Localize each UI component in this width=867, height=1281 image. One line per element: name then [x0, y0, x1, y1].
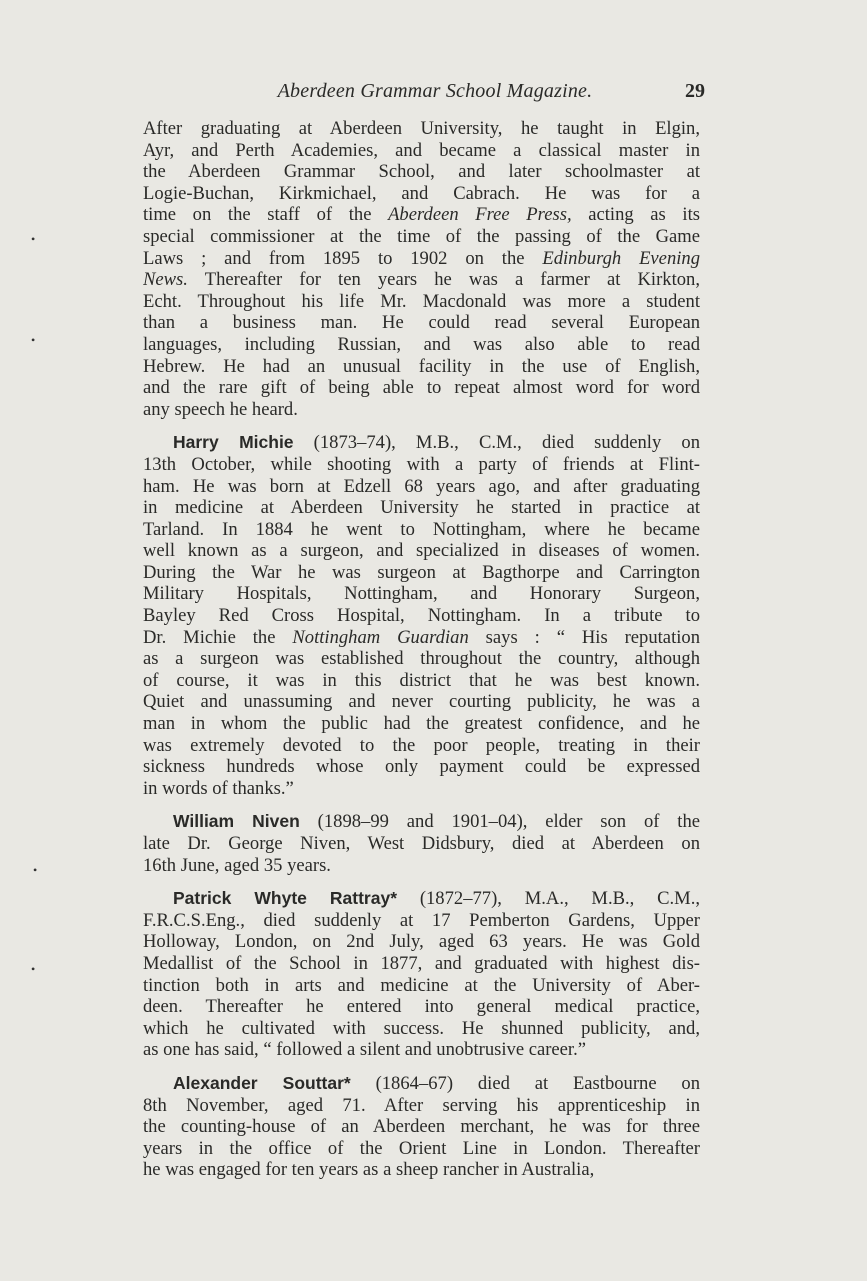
text-run: of course, it was in this district that he was best known. — [143, 669, 700, 691]
text-run: 13th October, while shooting with a party of friends at Flint- — [143, 453, 700, 475]
text-line — [143, 226, 700, 248]
text-run: 16th June, aged 35 years. — [143, 854, 331, 876]
text-run: the Aberdeen Grammar School, and later schoolmaster at — [143, 161, 700, 183]
text-run: well known as a surgeon, and specialized in diseases of women. — [143, 540, 700, 562]
text-run: tinction both in arts and medicine at the University of Aber- — [143, 974, 700, 996]
text-run: (1872–77), M.A., M.B., C.M., — [397, 888, 700, 910]
margin-mark: • — [31, 333, 36, 347]
text-run: Hebrew. He had an unusual facility in the use of English, — [143, 355, 700, 377]
text-run: deen. Thereafter he entered into general medical practice, — [143, 996, 700, 1018]
text-run: (1873–74), M.B., C.M., died suddenly on — [293, 432, 700, 454]
text-run: Logie-Buchan, Kirkmichael, and Cabrach. He was for a — [143, 182, 700, 204]
text-line — [143, 1116, 700, 1138]
text-line — [143, 312, 700, 334]
obituary-alexander-souttar — [143, 1073, 700, 1181]
running-title: Aberdeen Grammar School Magazine. — [277, 80, 593, 102]
text-run: Echt. Throughout his life Mr. Macdonald was more a student — [143, 290, 700, 312]
text-line — [143, 399, 700, 421]
text-run: (1864–67) died at Eastbourne on — [350, 1072, 700, 1094]
obituary-william-niven — [143, 811, 700, 876]
text-line — [143, 975, 700, 997]
margin-mark: • — [31, 962, 36, 976]
text-line — [143, 356, 700, 378]
text-line — [143, 855, 700, 877]
page-header — [145, 80, 705, 104]
text-run: ham. He was born at Edzell 68 years ago, and after graduating — [143, 475, 700, 497]
text-run: as a surgeon was established throughout the country, although — [143, 648, 700, 670]
obituary-macdonald-continued — [143, 118, 700, 420]
person-name: Alexander Souttar* — [173, 1072, 351, 1093]
text-run: After graduating at Aberdeen University, he taught in Elgin, — [143, 118, 700, 139]
text-line — [143, 1039, 700, 1061]
text-line — [143, 1159, 700, 1181]
text-line — [143, 996, 700, 1018]
text-line — [143, 562, 700, 584]
text-line — [143, 291, 700, 313]
text-line — [143, 648, 700, 670]
text-line — [143, 334, 700, 356]
text-run: time on the staff of the — [143, 204, 389, 226]
text-line — [143, 1095, 700, 1117]
text-line — [143, 953, 700, 975]
text-line — [143, 118, 700, 140]
text-run: 8th November, aged 71. After serving his apprenticeship in — [143, 1094, 700, 1116]
text-line — [143, 497, 700, 519]
text-run: which he cultivated with success. He shunned publicity, and, — [143, 1017, 700, 1039]
text-run: in medicine at Aberdeen University he started in practice at — [143, 497, 700, 519]
text-line — [143, 454, 700, 476]
text-line — [143, 1138, 700, 1160]
text-line — [143, 627, 700, 649]
text-line — [143, 161, 700, 183]
text-line — [143, 583, 700, 605]
text-run: Quiet and unassuming and never courting publicity, he was a — [143, 691, 700, 713]
text-run: he was engaged for ten years as a sheep rancher in Australia, — [143, 1159, 595, 1181]
text-run: says : “ His reputation — [468, 626, 700, 648]
text-line — [143, 756, 700, 778]
text-line — [143, 713, 700, 735]
italic-title: Edinburgh Evening — [542, 247, 700, 269]
text-line — [143, 691, 700, 713]
obituary-harry-michie — [143, 432, 700, 799]
text-line — [143, 248, 700, 270]
text-line — [143, 269, 700, 291]
text-run: any speech he heard. — [143, 398, 298, 420]
person-name: William Niven — [173, 811, 300, 832]
text-run: During the War he was surgeon at Bagthorpe and Carrington — [143, 561, 700, 583]
text-run: as one has said, “ followed a silent and unobtrusive career.” — [143, 1039, 586, 1061]
text-run: acting as its — [571, 204, 700, 226]
text-line — [143, 778, 700, 800]
article-body — [143, 118, 700, 1193]
text-line — [143, 833, 700, 855]
italic-title: News. — [143, 269, 188, 291]
text-run: was extremely devoted to the poor people, treating in their — [143, 734, 700, 756]
margin-mark: • — [33, 863, 38, 877]
text-run: Thereafter for ten years he was a farmer at Kirkton, — [187, 269, 700, 291]
text-line — [143, 519, 700, 541]
text-run: years in the office of the Orient Line in London. Thereafter — [143, 1137, 700, 1159]
text-line — [143, 670, 700, 692]
text-line — [143, 204, 700, 226]
text-run: languages, including Russian, and was also able to read — [143, 333, 700, 355]
text-line — [143, 432, 700, 454]
text-line — [143, 476, 700, 498]
text-run: Holloway, London, on 2nd July, aged 63 years. He was Gold — [143, 931, 700, 953]
text-line — [143, 140, 700, 162]
text-line — [143, 931, 700, 953]
person-name: Harry Michie — [173, 432, 294, 453]
text-line — [143, 1073, 700, 1095]
italic-title: Nottingham Guardian — [292, 626, 469, 648]
text-run: late Dr. George Niven, West Didsbury, died at Aberdeen on — [143, 833, 700, 854]
text-run: special commissioner at the time of the passing of the Game — [143, 225, 700, 247]
text-run: and the rare gift of being able to repeat almost word for word — [143, 377, 700, 399]
text-run: Ayr, and Perth Academies, and became a classical master in — [143, 139, 700, 161]
text-run: (1898–99 and 1901–04), elder son of the — [299, 811, 700, 833]
text-line — [143, 605, 700, 627]
text-line — [143, 888, 700, 910]
text-run: man in whom the public had the greatest confidence, and he — [143, 713, 700, 735]
text-run: Tarland. In 1884 he went to Nottingham, where he became — [143, 518, 700, 540]
text-line — [143, 1018, 700, 1040]
text-run: Bayley Red Cross Hospital, Nottingham. In a tribute to — [143, 605, 700, 627]
text-run: Medallist of the School in 1877, and graduated with highest dis- — [143, 952, 700, 974]
person-name: Patrick Whyte Rattray* — [173, 888, 398, 909]
obituary-patrick-whyte-rattray — [143, 888, 700, 1061]
text-run: than a business man. He could read several European — [143, 312, 700, 334]
text-run: F.R.C.S.Eng., died suddenly at 17 Pemberton Gardens, Upper — [143, 909, 700, 931]
text-run: sickness hundreds whose only payment could be expressed — [143, 756, 700, 778]
text-line — [143, 377, 700, 399]
text-run: Dr. Michie the — [143, 626, 293, 648]
text-line — [143, 735, 700, 757]
text-line — [143, 910, 700, 932]
text-line — [143, 183, 700, 205]
margin-mark: • — [31, 232, 36, 246]
text-line — [143, 540, 700, 562]
text-line — [143, 811, 700, 833]
text-run: in words of thanks.” — [143, 777, 294, 799]
text-run: Military Hospitals, Nottingham, and Honorary Surgeon, — [143, 583, 700, 605]
text-run: Laws ; and from 1895 to 1902 on the — [143, 247, 543, 269]
page-number: 29 — [685, 80, 705, 102]
italic-title: Aberdeen Free Press, — [388, 204, 572, 226]
text-run: the counting-house of an Aberdeen merchant, he was for three — [143, 1116, 700, 1138]
